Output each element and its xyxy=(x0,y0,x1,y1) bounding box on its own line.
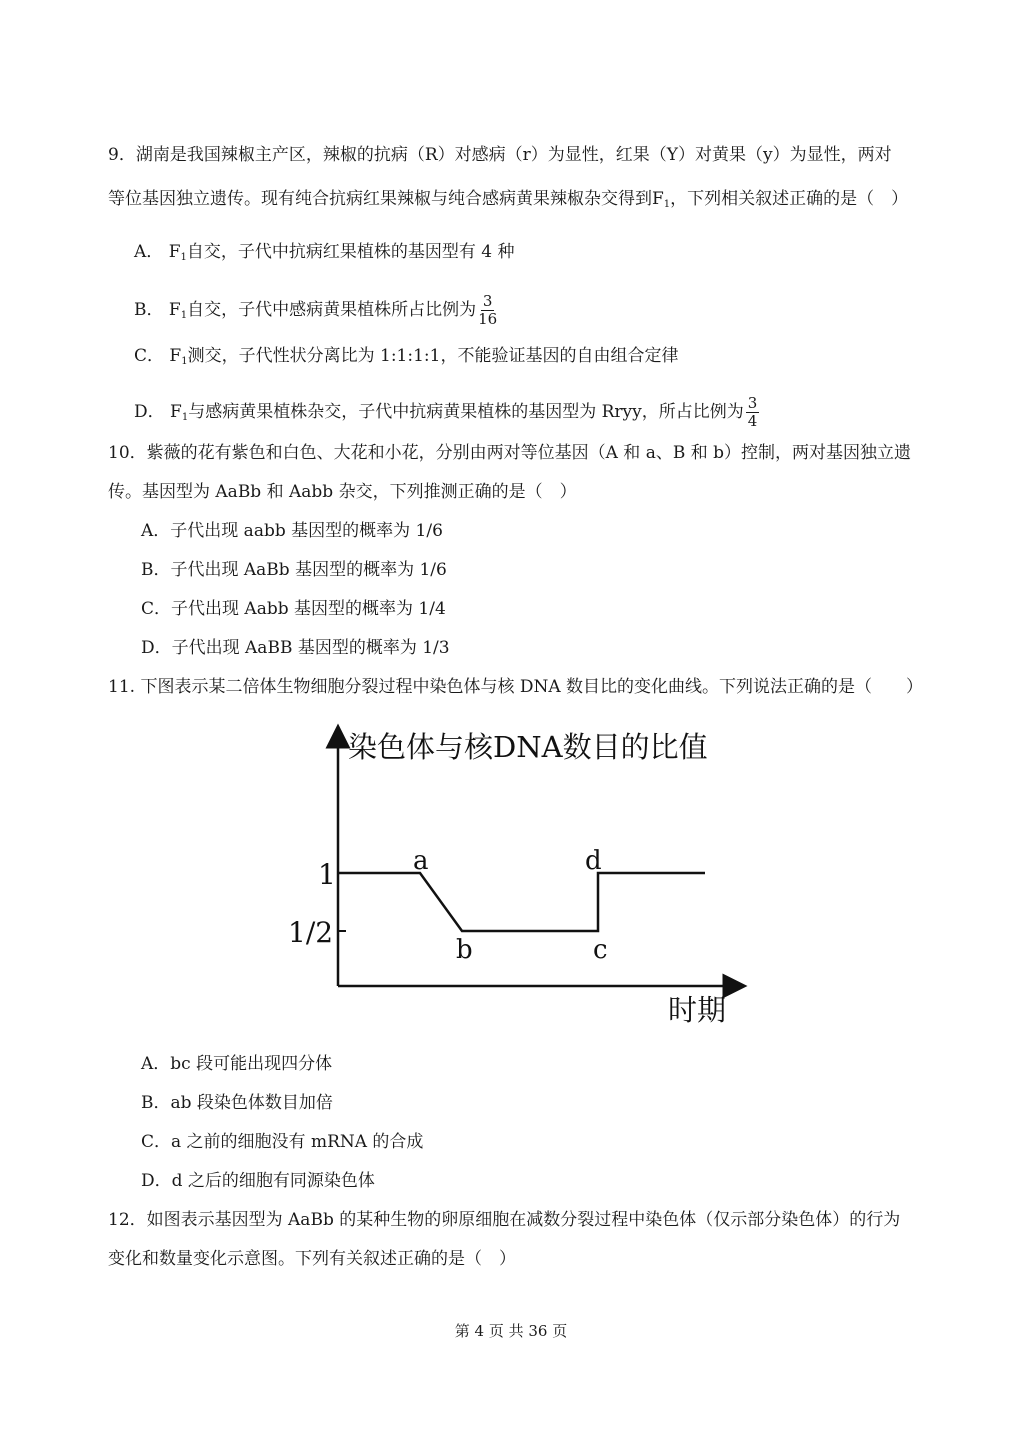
fraction-denominator: 16 xyxy=(478,310,498,328)
option-label: C． xyxy=(134,346,165,366)
q9-option-c xyxy=(134,344,678,374)
x-axis-label: 时期 xyxy=(668,993,727,1027)
fraction-numerator: 3 xyxy=(482,292,493,310)
y-axis-label: 染色体与核DNA数目的比值 xyxy=(348,730,708,764)
subscript-1: 1 xyxy=(180,252,187,263)
q9-stem-line1: 9．湖南是我国辣椒主产区，辣椒的抗病（R）对感病（r）为显性，红果（Y）对黄果（y）为显性，两对 xyxy=(108,145,892,165)
q9-option-b xyxy=(134,293,497,328)
point-label-d: d xyxy=(585,846,602,876)
option-text: 与感病黄果植株杂交，子代中抗病黄果植株的基因型为 Rryy，所占比例为 xyxy=(188,402,744,422)
fraction xyxy=(478,293,497,328)
y-tick-label-half: 1/2 xyxy=(288,916,334,949)
y-tick-label-1: 1 xyxy=(318,858,336,891)
q11-option-c: C．a 之前的细胞没有 mRNA 的合成 xyxy=(141,1132,424,1152)
fraction-numerator: 3 xyxy=(747,394,758,412)
q10-stem-line1: 10．紫薇的花有紫色和白色、大花和小花，分别由两对等位基因（A 和 a、B 和 b）控制，两对基因独立遗 xyxy=(108,443,912,463)
q12-stem-line2: 变化和数量变化示意图。下列有关叙述正确的是（ ） xyxy=(108,1249,516,1269)
q10-stem-line2: 传。基因型为 AaBb 和 Aabb 杂交，下列推测正确的是（ ） xyxy=(108,482,577,502)
q11-option-b: B．ab 段染色体数目加倍 xyxy=(141,1093,333,1113)
q9-option-d xyxy=(134,395,759,430)
q10-option-a: A．子代出现 aabb 基因型的概率为 1/6 xyxy=(141,521,443,541)
q9-option-a xyxy=(134,240,514,270)
option-text: 测交，子代性状分离比为 1:1:1:1，不能验证基因的自由组合定律 xyxy=(187,346,679,366)
q9-stem-line2-post: ，下列相关叙述正确的是（ ） xyxy=(670,189,909,209)
option-var: F xyxy=(169,346,182,366)
option-var: F xyxy=(170,402,182,422)
subscript-1: 1 xyxy=(181,356,188,367)
subscript-1: 1 xyxy=(180,310,188,321)
option-label: A． xyxy=(134,242,164,262)
q12-stem-line1: 12．如图表示基因型为 AaBb 的某种生物的卵原细胞在减数分裂过程中染色体（仅示部分染色体）的行为 xyxy=(108,1210,901,1230)
option-text: 自交，子代中抗病红果植株的基因型有 4 种 xyxy=(186,242,515,262)
option-label: B． xyxy=(134,300,164,320)
subscript-1: 1 xyxy=(181,412,189,423)
point-label-c: c xyxy=(593,935,608,965)
q9-stem-line2 xyxy=(108,187,908,217)
series-line xyxy=(338,873,705,931)
q10-option-c: C．子代出现 Aabb 基因型的概率为 1/4 xyxy=(141,599,446,619)
ratio-chart xyxy=(280,722,760,1032)
q11-stem: 11. 下图表示某二倍体生物细胞分裂过程中染色体与核 DNA 数目比的变化曲线。下列说法正确的是（ ） xyxy=(108,677,924,697)
q11-option-d: D．d 之后的细胞有同源染色体 xyxy=(141,1171,375,1191)
page-footer: 第 4 页 共 36 页 xyxy=(454,1322,568,1340)
q9-stem-line2-pre: 等位基因独立遗传。现有纯合抗病红果辣椒与纯合感病黄果辣椒杂交得到F xyxy=(108,189,664,209)
point-label-a: a xyxy=(413,846,429,876)
fraction-denominator: 4 xyxy=(747,412,758,430)
q10-option-b: B．子代出现 AaBb 基因型的概率为 1/6 xyxy=(141,560,447,580)
option-var: F xyxy=(168,300,181,320)
option-label: D． xyxy=(134,402,165,422)
point-label-b: b xyxy=(456,935,473,965)
q10-option-d: D．子代出现 AaBB 基因型的概率为 1/3 xyxy=(141,638,450,658)
option-var: F xyxy=(168,242,181,262)
option-text: 自交，子代中感病黄果植株所占比例为 xyxy=(187,300,477,320)
fraction xyxy=(746,395,760,430)
q11-option-a: A．bc 段可能出现四分体 xyxy=(141,1054,333,1074)
subscript-1: 1 xyxy=(663,199,671,210)
